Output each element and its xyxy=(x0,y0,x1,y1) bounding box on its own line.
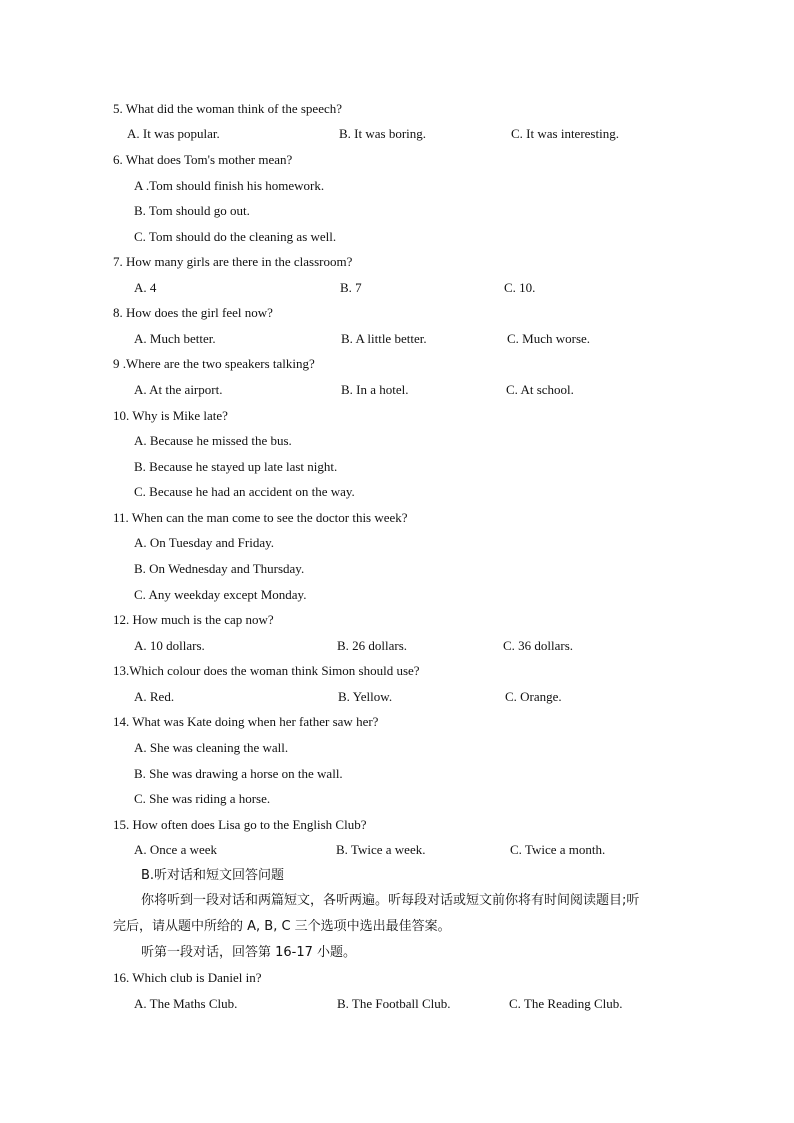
question-14-option-c: C. She was riding a horse. xyxy=(134,791,271,806)
question-12-stem: 12. How much is the cap now? xyxy=(113,612,274,627)
question-6-option-c: C. Tom should do the cleaning as well. xyxy=(134,229,337,244)
question-15-option-a: A. Once a week xyxy=(134,842,218,857)
question-13-stem: 13.Which colour does the woman think Simon should use? xyxy=(113,663,420,678)
question-12-option-a: A. 10 dollars. xyxy=(134,638,205,653)
question-6-stem: 6. What does Tom's mother mean? xyxy=(113,152,293,167)
question-10-stem: 10. Why is Mike late? xyxy=(113,408,228,423)
question-8-option-c: C. Much worse. xyxy=(507,331,591,346)
question-13-option-c: C. Orange. xyxy=(505,689,562,704)
question-10-option-b: B. Because he stayed up late last night. xyxy=(134,459,338,474)
question-11-option-c: C. Any weekday except Monday. xyxy=(134,587,307,602)
question-16-option-c: C. The Reading Club. xyxy=(509,996,623,1011)
section-b-heading: B.听对话和短文回答问题 xyxy=(141,868,285,883)
question-12-option-c: C. 36 dollars. xyxy=(503,638,574,653)
question-15-option-c: C. Twice a month. xyxy=(510,842,606,857)
section-b-instruction-line1: 你将听到一段对话和两篇短文，各听两遍。听每段对话或短文前你将有时间阅读题目;听 xyxy=(141,893,640,908)
question-11-option-b: B. On Wednesday and Thursday. xyxy=(134,561,305,576)
question-14-stem: 14. What was Kate doing when her father saw her? xyxy=(113,714,379,729)
question-7-option-b: B. 7 xyxy=(340,280,362,295)
question-6-option-b: B. Tom should go out. xyxy=(134,203,250,218)
question-10-option-a: A. Because he missed the bus. xyxy=(134,433,292,448)
question-15-option-b: B. Twice a week. xyxy=(336,842,426,857)
question-16-option-b: B. The Football Club. xyxy=(337,996,451,1011)
question-5-stem: 5. What did the woman think of the speech? xyxy=(113,101,343,116)
question-16-option-a: A. The Maths Club. xyxy=(134,996,238,1011)
question-7-stem: 7. How many girls are there in the classroom? xyxy=(113,254,353,269)
question-8-option-a: A. Much better. xyxy=(134,331,216,346)
question-11-option-a: A. On Tuesday and Friday. xyxy=(134,535,274,550)
question-16-stem: 16. Which club is Daniel in? xyxy=(113,970,262,985)
question-9-option-b: B. In a hotel. xyxy=(341,382,409,397)
question-12-option-b: B. 26 dollars. xyxy=(337,638,408,653)
question-14-option-b: B. She was drawing a horse on the wall. xyxy=(134,766,343,781)
question-5-option-a: A. It was popular. xyxy=(127,126,220,141)
question-11-stem: 11. When can the man come to see the doctor this week? xyxy=(113,510,408,525)
question-13-option-b: B. Yellow. xyxy=(338,689,393,704)
question-7-option-a: A. 4 xyxy=(134,280,157,295)
question-15-stem: 15. How often does Lisa go to the English Club? xyxy=(113,817,367,832)
question-8-option-b: B. A little better. xyxy=(341,331,427,346)
question-9-stem: 9 .Where are the two speakers talking? xyxy=(113,356,315,371)
question-10-option-c: C. Because he had an accident on the way. xyxy=(134,484,355,499)
section-b-instruction-line2: 完后，请从题中所给的 A, B, C 三个选项中选出最佳答案。 xyxy=(113,919,451,934)
question-13-option-a: A. Red. xyxy=(134,689,175,704)
question-9-option-c: C. At school. xyxy=(506,382,574,397)
question-5-option-b: B. It was boring. xyxy=(339,126,427,141)
question-7-option-c: C. 10. xyxy=(504,280,536,295)
section-b-subinstruction: 听第一段对话，回答第 16-17 小题。 xyxy=(141,945,357,960)
question-9-option-a: A. At the airport. xyxy=(134,382,223,397)
question-8-stem: 8. How does the girl feel now? xyxy=(113,305,273,320)
question-5-option-c: C. It was interesting. xyxy=(511,126,619,141)
question-6-option-a: A .Tom should finish his homework. xyxy=(134,178,325,193)
question-14-option-a: A. She was cleaning the wall. xyxy=(134,740,289,755)
